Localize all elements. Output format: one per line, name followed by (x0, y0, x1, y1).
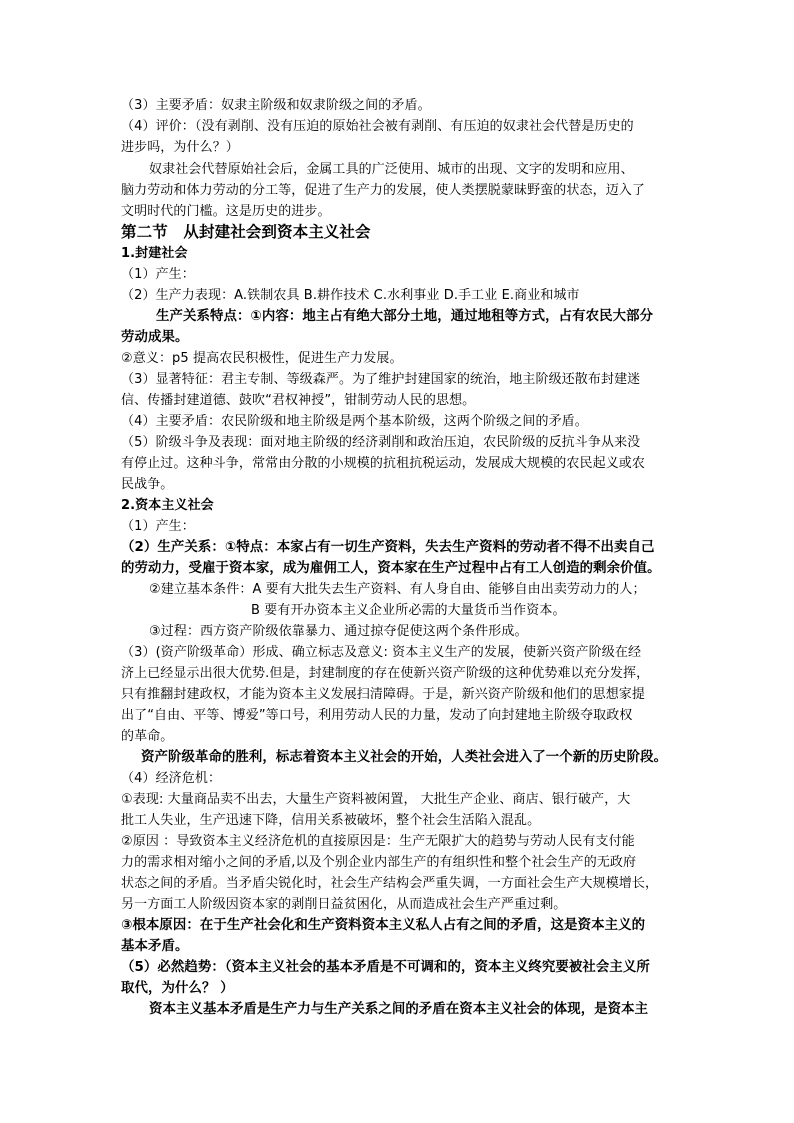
text-line: 脑力劳动和体力劳动的分工等，促进了生产力的发展，使人类摆脱蒙昧野蛮的状态，迈入了 (121, 183, 646, 198)
text-line: ②建立基本条件：A 要有大批失去生产资料、有人身自由、能够自由出卖劳动力的人； (149, 582, 646, 597)
text-line: 取代，为什么？ ） (121, 981, 234, 996)
text-line: 状态之间的矛盾。当矛盾尖锐化时，社会生产结构会严重失调，一方面社会生产大规模增长， (121, 876, 659, 891)
subsection-heading: 2.资本主义社会 (121, 498, 214, 513)
text-line: 民战争。 (121, 477, 174, 492)
text-line: 基本矛盾。 (121, 939, 189, 954)
text-line: ③过程：西方资产阶级依靠暴力、通过掠夺促使这两个条件形成。 (149, 624, 528, 639)
text-line: （2）生产关系：①特点：本家占有一切生产资料，失去生产资料的劳动者不得不出卖自己 (121, 540, 655, 555)
text-line: 力的需求相对缩小之间的矛盾,以及个别企业内部生产的有组织性和整个社会生产的无政府 (121, 855, 637, 870)
text-line: ③根本原因：在于生产社会化和生产资料资本主义私人占有之间的矛盾，这是资本主义的 (121, 918, 646, 933)
text-line: 进步吗，为什么？） (121, 140, 239, 155)
text-line: （2）生产力表现：A.铁制农具 B.耕作技术 C.水利事业 D.手工业 E.商业和城市 (121, 288, 580, 303)
text-line: （1）产生： (121, 267, 195, 282)
text-line: 文明时代的门槛。这是历史的进步。 (121, 204, 331, 219)
text-line: 另一方面工人阶级因资本家的剥削日益贫困化，从而造成社会生产严重过剩。 (121, 897, 567, 912)
text-line: （5）阶级斗争及表现：面对地主阶级的经济剥削和政治压迫，农民阶级的反抗斗争从来没 (121, 435, 641, 450)
text-line: 生产关系特点：①内容：地主占有绝大部分土地，通过地租等方式，占有农民大部分 (156, 309, 654, 324)
text-line: （5）必然趋势：（资本主义社会的基本矛盾是不可调和的，资本主义终究要被社会主义所 (121, 960, 650, 975)
text-line: （4）评价：（没有剥削、没有压迫的原始社会被有剥削、有压迫的奴隶社会代替是历史的 (121, 119, 634, 134)
text-line: 奴隶社会代替原始社会后，金属工具的广泛使用、城市的出现、文字的发明和应用、 (149, 162, 634, 177)
text-line: 资产阶级革命的胜利，标志着资本主义社会的开始，人类社会进入了一个新的历史阶段。 (141, 750, 668, 765)
text-line: 的革命。 (121, 729, 174, 744)
text-line: 有停止过。这种斗争，常常由分散的小规模的抗租抗税运动，发展成大规模的农民起义或农 (121, 456, 646, 471)
text-line: 济上已经显示出很大优势.但是，封建制度的存在使新兴资产阶级的这种优势难以充分发挥， (121, 666, 650, 681)
subsection-heading: 1.封建社会 (121, 246, 188, 261)
section-heading: 第二节 从封建社会到资本主义社会 (121, 223, 371, 241)
text-line: ②意义：p5 提高农民积极性，促进生产力发展。 (121, 351, 403, 366)
text-line: （3）显著特征：君主专制、等级森严。为了维护封建国家的统治，地主阶级还散布封建迷 (121, 372, 641, 387)
text-line: ①表现: 大量商品卖不出去，大量生产资料被闲置， 大批生产企业、商店、银行破产，大 (121, 792, 631, 807)
text-line: 的劳动力，受雇于资本家，成为雇佣工人，资本家在生产过程中占有工人创造的剩余价值。 (121, 561, 661, 576)
text-line: （3）主要矛盾：奴隶主阶级和奴隶阶级之间的矛盾。 (121, 98, 431, 113)
text-line: 出了“自由、平等、博爱”等口号，利用劳动人民的力量，发动了向封建地主阶级夺取政权 (121, 708, 633, 723)
text-line: 批工人失业，生产迅速下降，信用关系被破坏，整个社会生活陷入混乱。 (121, 813, 541, 828)
text-line: （1）产生： (121, 519, 195, 534)
text-line: （4）经济危机： (121, 771, 222, 786)
text-line: 信、传播封建道德、鼓吹“君权神授”，钳制劳动人民的思想。 (121, 393, 476, 408)
text-line: （4）主要矛盾：农民阶级和地主阶级是两个基本阶级，这两个阶级之间的矛盾。 (121, 414, 588, 429)
text-line: ②原因 ：导致资本主义经济危机的直接原因是：生产无限扩大的趋势与劳动人民有支付能 (121, 834, 635, 849)
text-line: 资本主义基本矛盾是生产力与生产关系之间的矛盾在资本主义社会的体现，是资本主 (149, 1002, 649, 1017)
text-line: 只有推翻封建政权，才能为资本主义发展扫清障碍。于是，新兴资产阶级和他们的思想家提 (121, 687, 646, 702)
text-line: B 要有开办资本主义企业所必需的大量货币当作资本。 (251, 603, 566, 618)
text-line: （3）(资产阶级革命）形成、确立标志及意义: 资本主义生产的发展，使新兴资产阶级在经 (121, 645, 642, 660)
text-line: 劳动成果。 (121, 330, 189, 345)
